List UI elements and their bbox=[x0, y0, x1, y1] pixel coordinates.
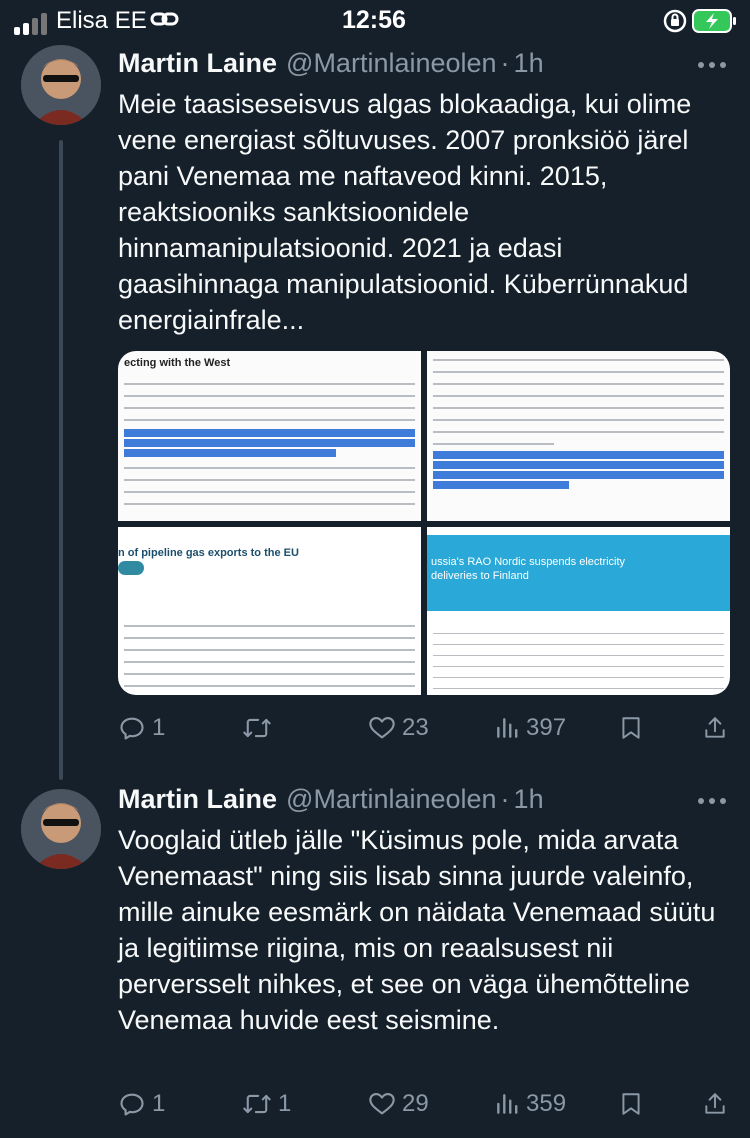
heart-icon bbox=[368, 1090, 396, 1118]
separator: · bbox=[500, 48, 510, 78]
media-image-1[interactable] bbox=[118, 351, 421, 521]
author-name[interactable]: Martin Laine bbox=[118, 784, 278, 814]
bookmark-icon bbox=[618, 1090, 644, 1118]
tweet-header bbox=[118, 784, 544, 815]
media-grid[interactable] bbox=[118, 351, 730, 695]
like-count: 29 bbox=[402, 1090, 429, 1117]
author-handle[interactable]: @Martinlaineolen bbox=[286, 784, 497, 814]
like-button[interactable] bbox=[368, 708, 429, 748]
views-button[interactable] bbox=[494, 708, 566, 748]
media-banner-text: ussia's RAO Nordic suspends electricity deliveries to Finland bbox=[431, 556, 626, 582]
avatar[interactable] bbox=[21, 45, 101, 125]
reply-count: 1 bbox=[152, 714, 166, 741]
retweet-button[interactable] bbox=[242, 1084, 291, 1124]
avatar[interactable] bbox=[21, 789, 101, 869]
more-options-icon[interactable] bbox=[698, 798, 726, 804]
view-count: 359 bbox=[526, 1090, 567, 1117]
tweet[interactable] bbox=[0, 780, 750, 1138]
retweet-count: 1 bbox=[278, 1090, 292, 1117]
media-doc-title: ecting with the West bbox=[124, 357, 231, 369]
media-image-4[interactable] bbox=[427, 527, 730, 695]
share-button[interactable] bbox=[702, 1084, 728, 1124]
retweet-button[interactable] bbox=[242, 708, 278, 748]
media-pill bbox=[118, 561, 144, 575]
tweet-actions bbox=[118, 708, 728, 748]
views-button[interactable] bbox=[494, 1084, 566, 1124]
heart-icon bbox=[368, 714, 396, 742]
retweet-icon bbox=[242, 714, 272, 742]
bookmark-button[interactable] bbox=[618, 708, 644, 748]
bookmark-icon bbox=[618, 714, 644, 742]
like-count: 23 bbox=[402, 714, 429, 741]
tweet-actions bbox=[118, 1084, 728, 1124]
status-time: 12:56 bbox=[342, 6, 406, 34]
media-banner bbox=[427, 535, 730, 611]
share-icon bbox=[702, 714, 728, 742]
media-image-2[interactable] bbox=[427, 351, 730, 521]
author-handle[interactable]: @Martinlaineolen bbox=[286, 48, 497, 78]
like-button[interactable] bbox=[368, 1084, 429, 1124]
views-icon bbox=[494, 1090, 520, 1118]
reply-count: 1 bbox=[152, 1090, 166, 1117]
share-icon bbox=[702, 1090, 728, 1118]
more-options-icon[interactable] bbox=[698, 62, 726, 68]
tweet-text: Vooglaid ütleb jälle "Küsimus pole, mida arvata Venemaast" ning siis lisab sinna juurde valeinfo, mille ainuke eesmärk on näidata Venemaad süütu ja legitiimse riigina, mis on reaalsusest nii perversselt nihkes, et see on väga ühemõtteline Venemaa huvide eest seismine. bbox=[118, 825, 716, 1035]
bookmark-button[interactable] bbox=[618, 1084, 644, 1124]
share-button[interactable] bbox=[702, 708, 728, 748]
carrier-label: Elisa EE bbox=[56, 7, 147, 34]
reply-button[interactable] bbox=[118, 708, 165, 748]
view-count: 397 bbox=[526, 714, 567, 741]
reply-icon bbox=[118, 1090, 146, 1118]
tweet-time[interactable]: 1h bbox=[513, 48, 544, 78]
retweet-icon bbox=[242, 1090, 272, 1118]
tweet-text: Meie taasiseseisvus algas blokaadiga, kui olime vene energiast sõltuvuses. 2007 pronksiöö järel pani Venemaa me naftaveod kinni. 2015, reaktsiooniks sanktsioonidele hinnamanipulatsioonid. 2021 ja edasi gaasihinnaga manipulatsioonid. Küberrünnakud energiainfrale... bbox=[118, 89, 692, 335]
separator: · bbox=[500, 784, 510, 814]
media-doc-title: n of pipeline gas exports to the EU bbox=[118, 547, 299, 559]
tweet-time[interactable]: 1h bbox=[513, 784, 544, 814]
tweet-header bbox=[118, 48, 544, 79]
views-icon bbox=[494, 714, 520, 742]
reply-icon bbox=[118, 714, 146, 742]
thread-line bbox=[59, 140, 63, 780]
author-name[interactable]: Martin Laine bbox=[118, 48, 278, 78]
reply-button[interactable] bbox=[118, 1084, 165, 1124]
media-image-3[interactable] bbox=[118, 527, 421, 695]
